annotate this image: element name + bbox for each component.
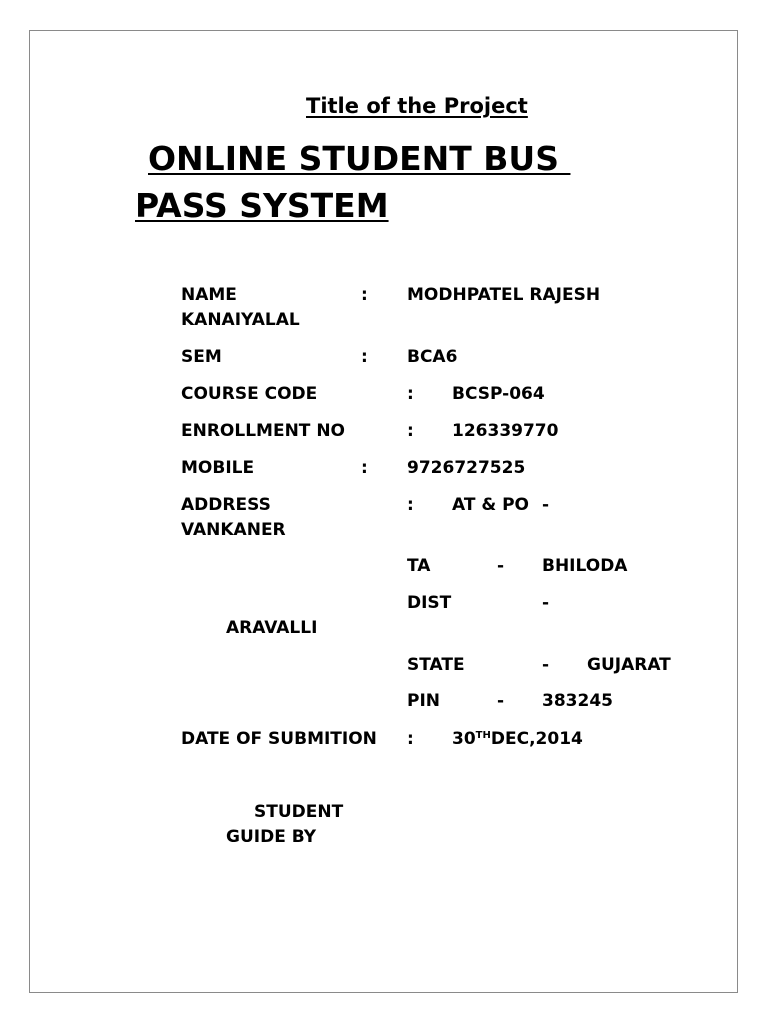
address-vankaner: VANKANER [181, 520, 286, 540]
dist-value: ARAVALLI [226, 618, 318, 638]
guide-by-label: GUIDE BY [226, 827, 317, 847]
pin-value: 383245 [542, 691, 613, 711]
mobile-label: MOBILE [181, 458, 255, 478]
name-label: NAME [181, 285, 237, 305]
dist-label: DIST [407, 593, 452, 613]
date-value [452, 729, 583, 752]
date-day: 30 [452, 729, 476, 749]
project-title-line2: PASS SYSTEM [135, 186, 389, 225]
name-value: MODHPATEL RAJESH [407, 285, 601, 305]
mobile-colon: : [361, 458, 368, 478]
name-colon: : [361, 285, 368, 305]
course-code-value: BCSP-064 [452, 384, 545, 404]
date-colon: : [407, 729, 414, 749]
address-colon: : [407, 495, 414, 515]
mobile-value: 9726727525 [407, 458, 526, 478]
ta-value: BHILODA [542, 556, 628, 576]
pin-label: PIN [407, 691, 441, 711]
pin-dash: - [497, 691, 505, 711]
name-value-continued: KANAIYALAL [181, 310, 300, 330]
student-label: STUDENT [254, 802, 344, 822]
sem-colon: : [361, 347, 368, 367]
project-label: Title of the Project [306, 94, 528, 118]
course-code-label: COURSE CODE [181, 384, 318, 404]
date-month-year: DEC,2014 [490, 729, 583, 749]
course-code-colon: : [407, 384, 414, 404]
enrollment-label: ENROLLMENT NO [181, 421, 345, 441]
state-dash: - [542, 655, 550, 675]
date-suffix: TH [475, 730, 491, 741]
enrollment-value: 126339770 [452, 421, 559, 441]
sem-label: SEM [181, 347, 222, 367]
ta-label: TA [407, 556, 431, 576]
project-title-line1: ONLINE STUDENT BUS [148, 139, 571, 178]
at-po-label: AT & PO [452, 495, 530, 515]
sem-value: BCA6 [407, 347, 458, 367]
address-label: ADDRESS [181, 495, 271, 515]
date-label: DATE OF SUBMITION [181, 729, 377, 749]
state-label: STATE [407, 655, 465, 675]
at-po-dash: - [542, 495, 550, 515]
ta-dash: - [497, 556, 505, 576]
state-value: GUJARAT [587, 655, 671, 675]
dist-dash: - [542, 593, 550, 613]
enrollment-colon: : [407, 421, 414, 441]
